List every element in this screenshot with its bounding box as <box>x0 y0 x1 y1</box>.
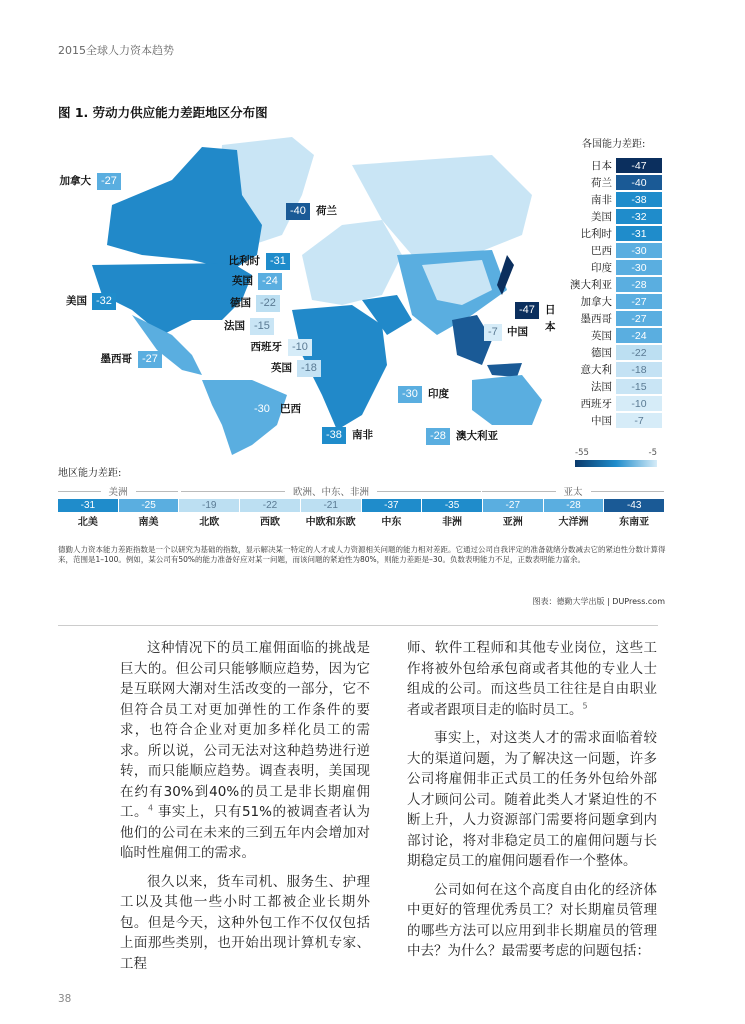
region-gap-value: -35 <box>422 499 482 512</box>
legend-country-name: 中国 <box>591 415 612 427</box>
map-value-tag: -15 <box>250 318 274 335</box>
group-line <box>482 491 556 492</box>
world-map-shapes <box>52 125 552 455</box>
region-cell <box>119 499 179 528</box>
legend-row <box>560 157 662 174</box>
legend-row <box>560 327 662 344</box>
body-paragraph <box>407 728 657 872</box>
map-value-tag: -18 <box>297 360 321 377</box>
legend-row <box>560 208 662 225</box>
legend-country-name: 印度 <box>591 262 612 274</box>
scale-max-label: -5 <box>648 448 657 458</box>
paragraph-text: 事实上，对这类人才的需求面临着较大的渠道问题，为了解决这一问题，许多公司将雇佣非正式员工的任务外包给外部人才顾问公司。随着此类人才紧迫性的不断上升，人力资源部门需要将问题拿到内部讨论，将对非稳定员工的雇佣问题与长期稳定员工的雇佣问题看作一个整体。 <box>407 730 657 869</box>
region-cell <box>240 499 300 528</box>
region-group-label: 美洲 <box>108 487 128 498</box>
map-country-label: 比利时 <box>228 255 260 267</box>
group-line <box>377 491 481 492</box>
map-country-label: 德国 <box>230 297 251 309</box>
legend-row <box>560 412 662 429</box>
region-cell <box>179 499 239 528</box>
figure-title: 图 1. 劳动力供应能力差距地区分布图 <box>58 105 268 120</box>
region-name: 中欧和东欧 <box>305 517 356 528</box>
paragraph-text: 公司如何在这个高度自由化的经济体中更好的管理优秀员工？对长期雇员管理的哪些方法可以应用到非长期雇员的管理中去？为什么？最需要考虑的问题包括： <box>407 881 657 959</box>
map-country-label: 荷兰 <box>316 205 337 217</box>
region-cell <box>544 499 604 528</box>
legend-gap-value: -38 <box>616 192 662 208</box>
legend-gap-value: -10 <box>616 396 662 412</box>
region-name: 中东 <box>381 517 402 528</box>
legend-row <box>560 378 662 395</box>
map-value-tag: -7 <box>484 324 502 341</box>
map-value-tag: -31 <box>266 253 290 270</box>
legend-country-name: 法国 <box>591 381 612 393</box>
legend-country-name: 荷兰 <box>591 177 612 189</box>
map-value-tag: -22 <box>256 295 280 312</box>
body-paragraph <box>407 880 657 962</box>
body-paragraph <box>407 638 657 720</box>
map-value-tag: -27 <box>138 351 162 368</box>
group-line <box>58 491 101 492</box>
map-value-tag: -10 <box>288 339 312 356</box>
region-gap-value: -21 <box>301 499 361 512</box>
legend-country-name: 澳大利亚 <box>570 279 612 291</box>
legend-gap-value: -28 <box>616 277 662 293</box>
legend-gap-value: -24 <box>616 328 662 344</box>
legend-row <box>560 259 662 276</box>
body-column-right <box>407 638 657 970</box>
legend-gap-value: -40 <box>616 175 662 191</box>
region-name: 非洲 <box>442 517 463 528</box>
map-country-label: 英国 <box>271 362 292 374</box>
map-value-tag: -32 <box>92 293 116 310</box>
legend-country-name: 比利时 <box>580 228 612 240</box>
country-legend <box>560 157 662 429</box>
body-column-left <box>120 638 370 982</box>
legend-gap-value: -30 <box>616 243 662 259</box>
legend-country-name: 巴西 <box>591 245 612 257</box>
legend-gap-value: -30 <box>616 260 662 276</box>
paragraph-text: 很久以来，货车司机、服务生、护理工以及其他一些小时工都被企业长期外包。但是今天，这种外包工作不仅仅包括上面那些类别，也开始出现计算机专家、工程 <box>120 873 370 972</box>
figure-credit: 图表：德勤大学出版 | DUPress.com <box>532 597 665 606</box>
legend-row <box>560 310 662 327</box>
map-country-label: 澳大利亚 <box>456 430 498 442</box>
color-scale <box>575 448 657 467</box>
legend-title: 各国能力差距: <box>582 139 646 150</box>
legend-gap-value: -27 <box>616 294 662 310</box>
region-group-headers <box>58 484 664 498</box>
map-country-label: 中国 <box>507 326 528 338</box>
map-country-label: 加拿大 <box>59 175 91 187</box>
footnote-ref[interactable]: 4 <box>148 803 154 813</box>
region-cell <box>362 499 422 528</box>
legend-gap-value: -22 <box>616 345 662 361</box>
figure-note: 德勤人力资本能力差距指数是一个以研究为基础的指数，显示解决某一特定的人才或人力资源相关问题的能力相对差距。它通过公司自我评定的准备就绪分数减去它的紧迫性分数计算得来，范围是1–100。例如，某公司有50%的能力准备好应对某一问题，而该问题的紧迫性为80%，则能力差距是–30。负数表明能力不足，正数表明能力富余。 <box>58 545 666 564</box>
region-name: 北欧 <box>199 517 220 528</box>
region-group-label: 亚太 <box>563 487 583 498</box>
legend-country-name: 加拿大 <box>580 296 612 308</box>
region-cell <box>483 499 543 528</box>
map-value-tag: -40 <box>286 203 310 220</box>
map-country-label: 日本 <box>545 304 556 333</box>
legend-row <box>560 293 662 310</box>
map-country-label: 英国 <box>232 275 253 287</box>
region-cell <box>301 499 361 528</box>
legend-row <box>560 174 662 191</box>
page-number: 38 <box>58 993 72 1005</box>
region-name: 东南亚 <box>619 517 650 528</box>
legend-gap-value: -32 <box>616 209 662 225</box>
legend-country-name: 日本 <box>591 160 612 172</box>
region-gap-value: -25 <box>119 499 179 512</box>
map-country-label: 墨西哥 <box>100 353 132 365</box>
region-bar <box>58 499 664 528</box>
region-gap-value: -22 <box>240 499 300 512</box>
group-line <box>136 491 179 492</box>
legend-row <box>560 225 662 242</box>
legend-country-name: 西班牙 <box>580 398 612 410</box>
region-group-label: 欧洲、中东、非洲 <box>293 487 370 498</box>
map-country-label: 巴西 <box>280 403 301 415</box>
region-name: 南美 <box>138 517 159 528</box>
running-head: 2015全球人力资本趋势 <box>58 44 174 57</box>
legend-gap-value: -27 <box>616 311 662 327</box>
region-cell <box>604 499 664 528</box>
region-name: 北美 <box>77 517 98 528</box>
legend-country-name: 南非 <box>591 194 612 206</box>
paragraph-text: 这种情况下的员工雇佣面临的挑战是巨大的。但公司只能够顺应趋势，因为它是互联网大潮对生活改变的一部分，它不但符合员工对更加弹性的工作条件的要求，也符合企业对更加多样化员工的需求。所以说，公司无法对这种趋势进行逆转，而只能顺应趋势。调查表明，美国现在约有30%到40%的员工是非长期雇佣工。 <box>120 640 370 820</box>
legend-country-name: 德国 <box>591 347 612 359</box>
divider <box>58 625 658 626</box>
region-name: 大洋洲 <box>558 517 589 528</box>
map-country-label: 西班牙 <box>250 341 282 353</box>
scale-gradient-bar <box>575 460 657 467</box>
region-group-header <box>181 484 481 498</box>
legend-row <box>560 344 662 361</box>
region-gap-value: -37 <box>362 499 422 512</box>
legend-row <box>560 276 662 293</box>
footnote-ref[interactable]: 5 <box>582 701 588 710</box>
legend-gap-value: -47 <box>616 158 662 174</box>
legend-gap-value: -7 <box>616 413 662 429</box>
legend-gap-value: -18 <box>616 362 662 378</box>
legend-gap-value: -31 <box>616 226 662 242</box>
region-group-header <box>482 484 664 498</box>
legend-row <box>560 395 662 412</box>
paragraph-text: 师、软件工程师和其他专业岗位，这些工作将被外包给承包商或者其他的专业人士组成的公司。而这些员工往往是自由职业者或者跟项目走的临时员工。 <box>407 640 657 718</box>
region-title: 地区能力差距: <box>58 468 122 479</box>
map-country-label: 美国 <box>66 295 87 307</box>
legend-row <box>560 191 662 208</box>
map-country-label: 南非 <box>352 429 373 441</box>
body-paragraph <box>120 872 370 975</box>
group-line <box>181 491 285 492</box>
paragraph-text-continued: 事实上，只有51%的被调查者认为他们的公司在未来的三到五年内会增加对临时性雇佣工的需求。 <box>120 804 371 861</box>
region-gap-value: -27 <box>483 499 543 512</box>
map-value-tag: -47 <box>515 302 539 319</box>
map-value-tag: -38 <box>322 427 346 444</box>
region-group-header <box>58 484 178 498</box>
map-value-tag: -27 <box>97 173 121 190</box>
map-country-label: 印度 <box>428 388 449 400</box>
legend-country-name: 美国 <box>591 211 612 223</box>
region-name: 亚洲 <box>502 517 523 528</box>
region-gap-value: -31 <box>58 499 118 512</box>
group-line <box>591 491 665 492</box>
body-paragraph <box>120 638 370 864</box>
scale-min-label: -55 <box>575 448 589 458</box>
region-cell <box>58 499 118 528</box>
region-gap-value: -43 <box>604 499 664 512</box>
map-country-label: 法国 <box>224 320 245 332</box>
map-value-tag: -28 <box>426 428 450 445</box>
legend-country-name: 英国 <box>591 330 612 342</box>
region-cell <box>422 499 482 528</box>
legend-row <box>560 361 662 378</box>
region-gap-value: -28 <box>544 499 604 512</box>
legend-gap-value: -15 <box>616 379 662 395</box>
legend-country-name: 墨西哥 <box>580 313 612 325</box>
map-value-tag: -30 <box>398 386 422 403</box>
region-name: 西欧 <box>259 517 280 528</box>
region-gap-value: -19 <box>179 499 239 512</box>
world-map <box>52 125 556 455</box>
map-value-tag: -30 <box>250 401 274 418</box>
legend-country-name: 意大利 <box>580 364 612 376</box>
legend-row <box>560 242 662 259</box>
map-value-tag: -24 <box>258 273 282 290</box>
